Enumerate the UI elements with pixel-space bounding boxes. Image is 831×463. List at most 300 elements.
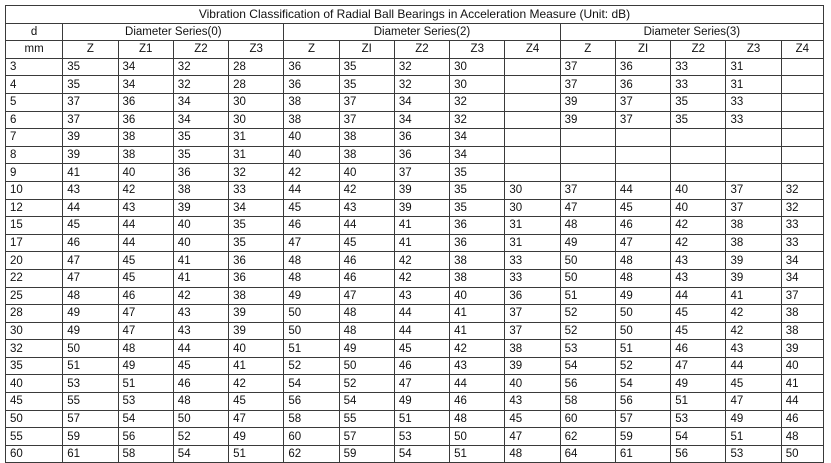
vibration-value-cell: 45 <box>339 234 394 252</box>
vibration-value-cell: 47 <box>229 410 284 428</box>
vibration-value-cell: 46 <box>339 269 394 287</box>
vibration-value-cell: 52 <box>173 428 228 446</box>
vibration-value-cell: 46 <box>615 217 670 235</box>
vibration-value-cell: 44 <box>671 287 726 305</box>
vibration-value-cell: 53 <box>560 340 615 358</box>
vibration-value-cell <box>781 146 823 164</box>
vibration-value-cell: 38 <box>284 93 339 111</box>
group-header-series-3: Diameter Series(3) <box>560 23 823 41</box>
bore-diameter-cell: 3 <box>6 58 63 76</box>
vibration-value-cell: 56 <box>118 428 173 446</box>
table-row <box>6 322 824 340</box>
sub-header: Z2 <box>671 41 726 59</box>
vibration-value-cell: 57 <box>615 410 670 428</box>
bore-diameter-cell: 10 <box>6 181 63 199</box>
vibration-value-cell <box>781 164 823 182</box>
vibration-value-cell: 38 <box>450 269 505 287</box>
bore-diameter-cell: 40 <box>6 375 63 393</box>
vibration-value-cell: 35 <box>63 76 118 94</box>
vibration-value-cell: 49 <box>560 234 615 252</box>
vibration-value-cell: 38 <box>726 217 781 235</box>
vibration-value-cell: 43 <box>339 199 394 217</box>
vibration-value-cell: 32 <box>450 111 505 129</box>
vibration-value-cell: 42 <box>394 252 449 270</box>
vibration-value-cell: 40 <box>781 357 823 375</box>
vibration-value-cell: 38 <box>118 146 173 164</box>
vibration-value-cell <box>505 76 560 94</box>
vibration-value-cell: 41 <box>450 305 505 323</box>
table-row <box>6 58 824 76</box>
vibration-value-cell: 35 <box>339 58 394 76</box>
vibration-value-cell: 45 <box>229 393 284 411</box>
vibration-value-cell: 45 <box>671 322 726 340</box>
vibration-value-cell: 42 <box>229 375 284 393</box>
vibration-value-cell: 48 <box>615 252 670 270</box>
vibration-value-cell: 54 <box>671 428 726 446</box>
table-row <box>6 410 824 428</box>
vibration-value-cell: 53 <box>394 428 449 446</box>
vibration-value-cell <box>505 164 560 182</box>
vibration-value-cell: 55 <box>339 410 394 428</box>
vibration-value-cell: 50 <box>615 322 670 340</box>
vibration-value-cell: 60 <box>560 410 615 428</box>
bore-diameter-cell: 25 <box>6 287 63 305</box>
vibration-value-cell: 42 <box>450 340 505 358</box>
vibration-value-cell <box>505 146 560 164</box>
vibration-value-cell: 59 <box>339 445 394 463</box>
vibration-value-cell: 31 <box>505 217 560 235</box>
bore-diameter-cell: 9 <box>6 164 63 182</box>
vibration-value-cell: 40 <box>339 164 394 182</box>
vibration-value-cell: 36 <box>450 234 505 252</box>
vibration-value-cell: 61 <box>615 445 670 463</box>
vibration-value-cell <box>726 146 781 164</box>
vibration-value-cell: 43 <box>394 287 449 305</box>
vibration-value-cell: 43 <box>726 340 781 358</box>
vibration-value-cell: 49 <box>671 375 726 393</box>
table-row <box>6 357 824 375</box>
vibration-value-cell: 34 <box>394 111 449 129</box>
vibration-value-cell: 31 <box>726 58 781 76</box>
vibration-value-cell: 37 <box>63 93 118 111</box>
table-row <box>6 181 824 199</box>
bore-diameter-cell: 45 <box>6 393 63 411</box>
vibration-table-container <box>5 5 824 463</box>
vibration-value-cell <box>726 164 781 182</box>
vibration-value-cell: 47 <box>505 428 560 446</box>
vibration-value-cell: 47 <box>63 252 118 270</box>
bore-diameter-cell: 55 <box>6 428 63 446</box>
vibration-value-cell: 32 <box>781 199 823 217</box>
vibration-value-cell: 41 <box>394 217 449 235</box>
vibration-value-cell: 59 <box>63 428 118 446</box>
sub-header: Z <box>560 41 615 59</box>
vibration-value-cell: 43 <box>173 322 228 340</box>
vibration-value-cell <box>505 129 560 147</box>
vibration-value-cell: 42 <box>671 217 726 235</box>
vibration-value-cell: 32 <box>394 58 449 76</box>
vibration-value-cell: 50 <box>284 322 339 340</box>
vibration-value-cell: 54 <box>284 375 339 393</box>
vibration-value-cell: 39 <box>229 322 284 340</box>
vibration-value-cell: 51 <box>284 340 339 358</box>
vibration-value-cell: 44 <box>615 181 670 199</box>
sub-header: Z4 <box>505 41 560 59</box>
vibration-value-cell: 34 <box>118 58 173 76</box>
bore-diameter-cell: 50 <box>6 410 63 428</box>
vibration-value-cell: 49 <box>726 410 781 428</box>
d-column-header: d <box>6 23 63 41</box>
vibration-value-cell: 44 <box>173 340 228 358</box>
sub-header: Z3 <box>726 41 781 59</box>
vibration-value-cell: 36 <box>615 76 670 94</box>
vibration-value-cell: 37 <box>560 58 615 76</box>
vibration-value-cell: 35 <box>173 146 228 164</box>
vibration-value-cell: 46 <box>63 234 118 252</box>
vibration-value-cell <box>560 164 615 182</box>
vibration-value-cell: 39 <box>726 269 781 287</box>
vibration-value-cell: 46 <box>781 410 823 428</box>
vibration-value-cell: 36 <box>284 58 339 76</box>
vibration-value-cell: 40 <box>671 199 726 217</box>
vibration-value-cell: 50 <box>615 305 670 323</box>
vibration-value-cell: 39 <box>229 305 284 323</box>
vibration-value-cell: 44 <box>118 217 173 235</box>
bore-diameter-cell: 20 <box>6 252 63 270</box>
vibration-value-cell: 51 <box>394 410 449 428</box>
table-row <box>6 445 824 463</box>
vibration-value-cell: 34 <box>229 199 284 217</box>
vibration-value-cell: 48 <box>781 428 823 446</box>
vibration-value-cell: 47 <box>560 199 615 217</box>
vibration-value-cell: 47 <box>63 269 118 287</box>
vibration-value-cell <box>781 76 823 94</box>
vibration-value-cell: 32 <box>173 58 228 76</box>
vibration-value-cell: 36 <box>284 76 339 94</box>
vibration-value-cell: 37 <box>560 181 615 199</box>
bore-diameter-cell: 7 <box>6 129 63 147</box>
vibration-value-cell <box>560 146 615 164</box>
vibration-value-cell <box>781 129 823 147</box>
vibration-value-cell: 30 <box>450 58 505 76</box>
vibration-value-cell: 46 <box>118 287 173 305</box>
vibration-value-cell: 36 <box>229 269 284 287</box>
vibration-value-cell: 47 <box>615 234 670 252</box>
table-title-row <box>6 6 824 24</box>
vibration-value-cell: 51 <box>615 340 670 358</box>
vibration-value-cell: 37 <box>505 322 560 340</box>
vibration-value-cell <box>671 129 726 147</box>
vibration-value-cell: 31 <box>229 146 284 164</box>
vibration-value-cell: 45 <box>118 252 173 270</box>
vibration-value-cell: 35 <box>450 181 505 199</box>
sub-header: Z4 <box>781 41 823 59</box>
vibration-value-cell: 41 <box>726 287 781 305</box>
bore-diameter-cell: 28 <box>6 305 63 323</box>
sub-header: Z <box>284 41 339 59</box>
vibration-value-cell <box>726 129 781 147</box>
bore-diameter-cell: 60 <box>6 445 63 463</box>
vibration-value-cell: 48 <box>339 305 394 323</box>
vibration-value-cell: 47 <box>671 357 726 375</box>
vibration-value-cell: 32 <box>394 76 449 94</box>
vibration-value-cell: 37 <box>505 305 560 323</box>
group-header-series-0: Diameter Series(0) <box>63 23 284 41</box>
vibration-classification-table <box>5 5 824 463</box>
vibration-value-cell: 51 <box>63 357 118 375</box>
vibration-value-cell: 45 <box>284 199 339 217</box>
vibration-value-cell: 35 <box>229 234 284 252</box>
vibration-value-cell: 62 <box>560 428 615 446</box>
sub-header: Z2 <box>394 41 449 59</box>
vibration-value-cell: 44 <box>339 217 394 235</box>
vibration-value-cell: 42 <box>339 181 394 199</box>
vibration-value-cell: 39 <box>560 93 615 111</box>
vibration-value-cell: 47 <box>339 287 394 305</box>
vibration-value-cell: 49 <box>63 322 118 340</box>
vibration-value-cell: 35 <box>339 76 394 94</box>
vibration-value-cell: 53 <box>671 410 726 428</box>
vibration-value-cell: 42 <box>726 305 781 323</box>
vibration-value-cell <box>781 93 823 111</box>
vibration-value-cell <box>671 164 726 182</box>
vibration-value-cell: 58 <box>284 410 339 428</box>
vibration-value-cell: 48 <box>560 217 615 235</box>
vibration-value-cell: 45 <box>118 269 173 287</box>
vibration-value-cell: 34 <box>394 93 449 111</box>
vibration-value-cell: 51 <box>726 428 781 446</box>
vibration-value-cell: 38 <box>781 322 823 340</box>
vibration-value-cell: 41 <box>173 269 228 287</box>
vibration-value-cell: 38 <box>339 129 394 147</box>
table-row <box>6 129 824 147</box>
vibration-value-cell: 36 <box>615 58 670 76</box>
vibration-value-cell: 50 <box>560 269 615 287</box>
sub-header: Z3 <box>229 41 284 59</box>
vibration-value-cell: 48 <box>450 410 505 428</box>
vibration-value-cell: 53 <box>63 375 118 393</box>
vibration-value-cell: 51 <box>450 445 505 463</box>
vibration-value-cell: 39 <box>394 199 449 217</box>
vibration-value-cell: 36 <box>394 129 449 147</box>
vibration-value-cell: 37 <box>781 287 823 305</box>
vibration-value-cell: 43 <box>671 252 726 270</box>
vibration-value-cell: 31 <box>726 76 781 94</box>
vibration-value-cell <box>615 146 670 164</box>
bore-diameter-cell: 12 <box>6 199 63 217</box>
vibration-value-cell: 37 <box>615 111 670 129</box>
vibration-value-cell: 49 <box>284 287 339 305</box>
vibration-value-cell: 47 <box>726 393 781 411</box>
vibration-value-cell: 48 <box>118 340 173 358</box>
vibration-value-cell: 54 <box>394 445 449 463</box>
vibration-value-cell <box>615 164 670 182</box>
sub-header: ZI <box>615 41 670 59</box>
vibration-value-cell: 38 <box>229 287 284 305</box>
vibration-value-cell: 44 <box>394 322 449 340</box>
sub-header: ZI <box>339 41 394 59</box>
vibration-value-cell: 64 <box>560 445 615 463</box>
vibration-value-cell <box>505 93 560 111</box>
vibration-value-cell: 48 <box>615 269 670 287</box>
vibration-value-cell <box>781 111 823 129</box>
vibration-value-cell: 35 <box>450 199 505 217</box>
vibration-value-cell: 48 <box>339 322 394 340</box>
vibration-value-cell: 41 <box>781 375 823 393</box>
vibration-value-cell: 58 <box>118 445 173 463</box>
vibration-value-cell: 39 <box>560 111 615 129</box>
vibration-value-cell: 40 <box>505 375 560 393</box>
bore-diameter-cell: 22 <box>6 269 63 287</box>
vibration-value-cell: 41 <box>394 234 449 252</box>
vibration-value-cell: 52 <box>615 357 670 375</box>
table-row <box>6 111 824 129</box>
table-row <box>6 252 824 270</box>
vibration-value-cell: 36 <box>173 164 228 182</box>
vibration-value-cell: 53 <box>726 445 781 463</box>
vibration-value-cell: 44 <box>63 199 118 217</box>
vibration-value-cell: 50 <box>339 357 394 375</box>
vibration-value-cell: 28 <box>229 58 284 76</box>
vibration-value-cell: 57 <box>63 410 118 428</box>
vibration-value-cell: 31 <box>229 129 284 147</box>
vibration-value-cell: 44 <box>781 393 823 411</box>
table-row <box>6 375 824 393</box>
sub-header: Z <box>63 41 118 59</box>
vibration-value-cell: 36 <box>505 287 560 305</box>
table-row <box>6 393 824 411</box>
vibration-value-cell: 32 <box>450 93 505 111</box>
vibration-value-cell: 46 <box>394 357 449 375</box>
vibration-value-cell: 49 <box>615 287 670 305</box>
table-row <box>6 340 824 358</box>
vibration-value-cell: 30 <box>450 76 505 94</box>
vibration-value-cell: 31 <box>505 234 560 252</box>
vibration-value-cell: 33 <box>781 217 823 235</box>
vibration-value-cell: 39 <box>505 357 560 375</box>
vibration-value-cell: 39 <box>394 181 449 199</box>
vibration-value-cell: 51 <box>229 445 284 463</box>
vibration-value-cell: 36 <box>118 111 173 129</box>
vibration-value-cell: 32 <box>173 76 228 94</box>
vibration-value-cell: 40 <box>284 129 339 147</box>
vibration-value-cell: 43 <box>173 305 228 323</box>
group-header-series-2: Diameter Series(2) <box>284 23 560 41</box>
vibration-value-cell <box>671 146 726 164</box>
vibration-value-cell: 41 <box>173 252 228 270</box>
vibration-value-cell: 45 <box>671 305 726 323</box>
vibration-value-cell: 37 <box>615 93 670 111</box>
vibration-value-cell: 41 <box>63 164 118 182</box>
vibration-value-cell: 46 <box>671 340 726 358</box>
table-row <box>6 93 824 111</box>
vibration-value-cell: 44 <box>450 375 505 393</box>
vibration-value-cell: 50 <box>781 445 823 463</box>
vibration-value-cell: 50 <box>63 340 118 358</box>
vibration-value-cell: 40 <box>173 217 228 235</box>
vibration-value-cell: 49 <box>339 340 394 358</box>
sub-header-row <box>6 41 824 59</box>
bore-diameter-cell: 6 <box>6 111 63 129</box>
vibration-value-cell: 38 <box>118 129 173 147</box>
vibration-value-cell: 54 <box>615 375 670 393</box>
table-row <box>6 76 824 94</box>
vibration-value-cell: 46 <box>339 252 394 270</box>
vibration-value-cell: 30 <box>505 181 560 199</box>
vibration-value-cell: 33 <box>505 252 560 270</box>
vibration-value-cell: 35 <box>229 217 284 235</box>
bore-diameter-cell: 30 <box>6 322 63 340</box>
vibration-value-cell: 33 <box>726 111 781 129</box>
vibration-value-cell: 38 <box>781 305 823 323</box>
vibration-value-cell: 58 <box>560 393 615 411</box>
vibration-value-cell: 37 <box>63 111 118 129</box>
table-row <box>6 305 824 323</box>
vibration-value-cell: 48 <box>173 393 228 411</box>
vibration-value-cell: 38 <box>173 181 228 199</box>
vibration-value-cell: 50 <box>450 428 505 446</box>
vibration-value-cell: 53 <box>118 393 173 411</box>
bore-diameter-cell: 35 <box>6 357 63 375</box>
vibration-value-cell: 52 <box>560 305 615 323</box>
vibration-value-cell: 34 <box>118 76 173 94</box>
vibration-value-cell: 38 <box>450 252 505 270</box>
vibration-value-cell: 51 <box>118 375 173 393</box>
group-header-row <box>6 23 824 41</box>
vibration-value-cell: 52 <box>284 357 339 375</box>
vibration-value-cell: 40 <box>671 181 726 199</box>
vibration-value-cell: 30 <box>505 199 560 217</box>
vibration-value-cell: 32 <box>781 181 823 199</box>
vibration-value-cell: 45 <box>615 199 670 217</box>
bore-diameter-cell: 32 <box>6 340 63 358</box>
vibration-value-cell: 39 <box>173 199 228 217</box>
vibration-value-cell: 51 <box>560 287 615 305</box>
vibration-value-cell: 52 <box>339 375 394 393</box>
vibration-value-cell: 49 <box>63 305 118 323</box>
vibration-value-cell: 42 <box>671 234 726 252</box>
vibration-value-cell: 40 <box>284 146 339 164</box>
vibration-value-cell: 36 <box>450 217 505 235</box>
vibration-value-cell: 57 <box>339 428 394 446</box>
vibration-value-cell: 34 <box>781 252 823 270</box>
vibration-value-cell: 59 <box>615 428 670 446</box>
vibration-value-cell <box>505 111 560 129</box>
vibration-value-cell: 33 <box>781 234 823 252</box>
vibration-value-cell: 42 <box>726 322 781 340</box>
vibration-value-cell: 44 <box>284 181 339 199</box>
vibration-value-cell: 54 <box>118 410 173 428</box>
vibration-value-cell: 39 <box>63 129 118 147</box>
vibration-value-cell: 61 <box>63 445 118 463</box>
vibration-value-cell: 35 <box>671 111 726 129</box>
vibration-value-cell: 33 <box>671 76 726 94</box>
vibration-value-cell: 45 <box>505 410 560 428</box>
vibration-value-cell: 48 <box>284 269 339 287</box>
vibration-value-cell: 43 <box>505 393 560 411</box>
vibration-value-cell: 38 <box>505 340 560 358</box>
vibration-value-cell: 45 <box>63 217 118 235</box>
vibration-value-cell: 35 <box>671 93 726 111</box>
vibration-value-cell: 50 <box>284 305 339 323</box>
unit-header: mm <box>6 41 63 59</box>
vibration-value-cell: 38 <box>284 111 339 129</box>
vibration-value-cell: 46 <box>173 375 228 393</box>
vibration-value-cell: 56 <box>284 393 339 411</box>
vibration-value-cell: 39 <box>781 340 823 358</box>
vibration-value-cell: 37 <box>394 164 449 182</box>
table-row <box>6 428 824 446</box>
